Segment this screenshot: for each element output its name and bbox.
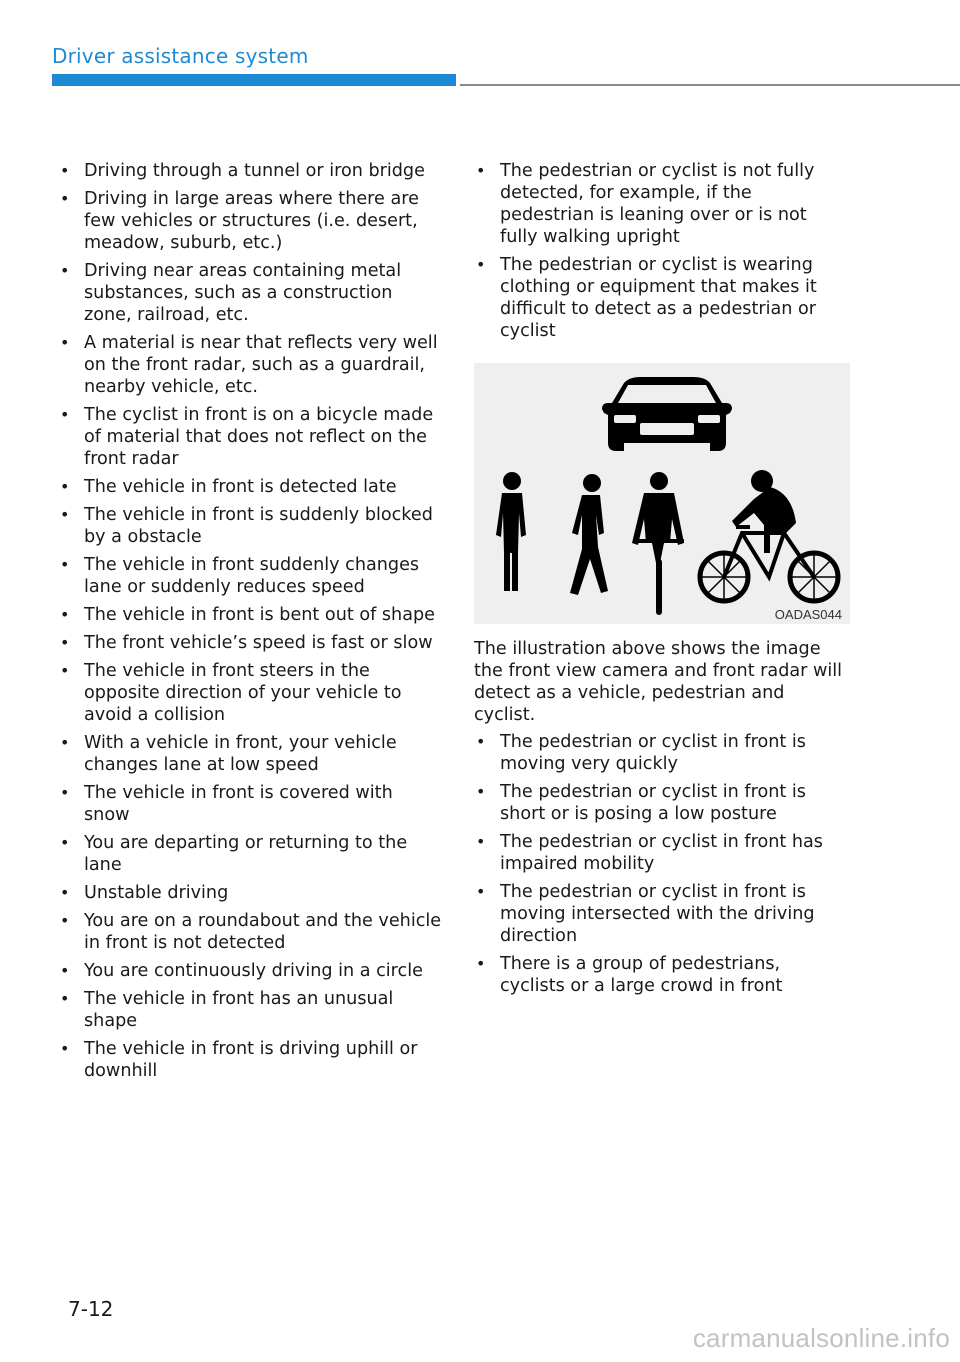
list-item: • Driving through a tunnel or iron bridge [58, 160, 443, 182]
list-item: • The vehicle in front is bent out of shape [58, 604, 443, 626]
list-item: • The vehicle in front has an unusual shape [58, 988, 443, 1032]
cyclist-side-icon [700, 470, 838, 601]
list-item: • You are continuously driving in a circle [58, 960, 443, 982]
list-item: • The pedestrian or cyclist is not fully detected, for example, if the pedestrian is leaning over or is not fully walking upright [474, 160, 844, 248]
list-item: • With a vehicle in front, your vehicle changes lane at low speed [58, 732, 443, 776]
list-item: • A material is near that reflects very well on the front radar, such as a guardrail, nearby vehicle, etc. [58, 332, 443, 398]
right-column-bottom [474, 731, 844, 1003]
list-item: • The vehicle in front suddenly changes lane or suddenly reduces speed [58, 554, 443, 598]
section-title: Driver assistance system [52, 44, 309, 68]
figure-code: OADAS044 [774, 607, 842, 622]
list-item: • The vehicle in front is detected late [58, 476, 443, 498]
list-item: • You are departing or returning to the lane [58, 832, 443, 876]
list-item: • The vehicle in front is driving uphill or downhill [58, 1038, 443, 1082]
illustration-description: The illustration above shows the image the front view camera and front radar will detect as a vehicle, pedestrian and cyclist. [474, 639, 843, 725]
list-item: • Driving in large areas where there are few vehicles or structures (i.e. desert, meadow, suburb, etc.) [58, 188, 443, 254]
list-item: • Driving near areas containing metal substances, such as a construction zone, railroad, etc. [58, 260, 443, 326]
cyclist-front-icon [632, 472, 684, 615]
page-number: 7-12 [68, 1297, 114, 1321]
list-item: • The vehicle in front is suddenly blocked by a obstacle [58, 504, 443, 548]
list-item: • The pedestrian or cyclist in front is moving very quickly [474, 731, 844, 775]
condition-list-left [58, 160, 443, 1082]
condition-list-right-top [474, 160, 844, 342]
right-column-top [474, 160, 844, 348]
list-item: • The pedestrian or cyclist is wearing clothing or equipment that makes it difficult to detect as a pedestrian or cyclist [474, 254, 844, 342]
list-item: • You are on a roundabout and the vehicle in front is not detected [58, 910, 443, 954]
pedestrian-standing-icon [496, 472, 526, 591]
list-item: • The front vehicle’s speed is fast or slow [58, 632, 443, 654]
header-rule-accent [52, 74, 456, 86]
list-item: • The vehicle in front steers in the opposite direction of your vehicle to avoid a collision [58, 660, 443, 726]
watermark: carmanualsonline.info [692, 1323, 950, 1353]
list-item: • The pedestrian or cyclist in front is moving intersected with the driving direction [474, 881, 844, 947]
illustration-vehicle-pedestrian-cyclist [474, 363, 850, 624]
list-item: • There is a group of pedestrians, cyclists or a large crowd in front [474, 953, 844, 997]
car-icon [602, 377, 732, 451]
left-column [58, 160, 443, 1088]
list-item: • The vehicle in front is covered with snow [58, 782, 443, 826]
detection-targets-illustration [474, 363, 850, 624]
list-item: • The pedestrian or cyclist in front has impaired mobility [474, 831, 844, 875]
list-item: • The cyclist in front is on a bicycle made of material that does not reflect on the front radar [58, 404, 443, 470]
header-rule [460, 84, 960, 86]
list-item: • The pedestrian or cyclist in front is short or is posing a low posture [474, 781, 844, 825]
pedestrian-walking-icon [570, 474, 608, 595]
condition-list-right-bottom [474, 731, 844, 997]
list-item: • Unstable driving [58, 882, 443, 904]
